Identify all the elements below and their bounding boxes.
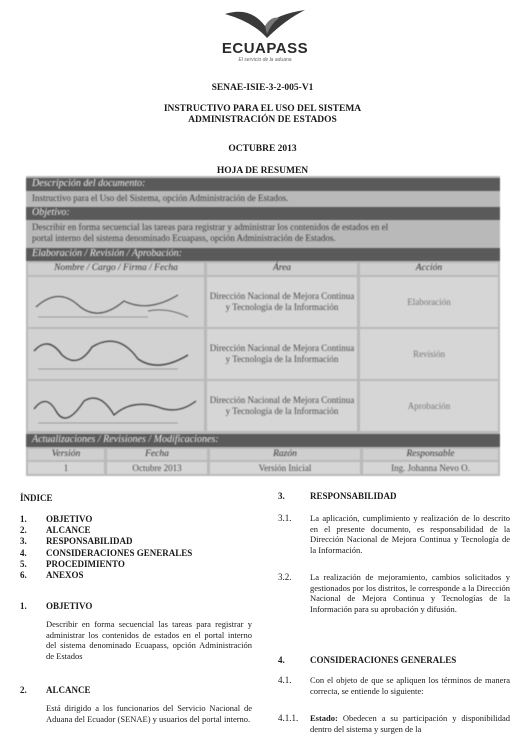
document-code: SENAE-ISIE-3-2-005-V1 bbox=[211, 83, 314, 93]
objective-text-2: portal interno del sistema denominado Ecuapass, opción Administración de Estados. bbox=[32, 233, 336, 243]
col-header-name: Nombre / Cargo / Firma / Fecha bbox=[28, 263, 204, 275]
mod-version: 1 bbox=[28, 462, 104, 474]
para-4-1-1-label: Estado: bbox=[310, 713, 338, 723]
index-title: ÍNDICE bbox=[20, 493, 53, 503]
row-2-area: Dirección Nacional de Mejora Continua y Tecnología de la Información bbox=[207, 329, 357, 379]
title-line-1: INSTRUCTIVO PARA EL USO DEL SISTEMA bbox=[163, 104, 362, 114]
signature-review bbox=[28, 329, 204, 379]
mod-header-version: Versión bbox=[28, 449, 104, 460]
col-header-area: Área bbox=[207, 263, 357, 275]
elaboration-label: Elaboración / Revisión / Aprobación: bbox=[26, 248, 500, 261]
section-2-number: 2. bbox=[20, 685, 27, 695]
signature-elaboration bbox=[28, 277, 204, 327]
objective-text-1: Describir en forma secuencial las tareas para registrar y administrar los contenidos de estados en el bbox=[32, 222, 389, 232]
mod-date: Octubre 2013 bbox=[107, 462, 207, 474]
para-4-1-1-text: Obedecen a su participación y disponibilidad dentro del sistema y surgen de la bbox=[310, 713, 511, 734]
mod-reason: Versión Inicial bbox=[210, 462, 360, 474]
section-2-text: Está dirigido a los funcionarios del Servicio Nacional de Aduana del Ecuador (SENAE) y usuarios del portal interno. bbox=[46, 703, 252, 724]
mod-header-responsible: Responsable bbox=[363, 449, 498, 460]
para-3-2-number: 3.2. bbox=[278, 572, 292, 582]
index-item: 4. CONSIDERACIONES GENERALES bbox=[20, 547, 193, 558]
desc-label: Descripción del documento: bbox=[26, 178, 500, 191]
logo-tagline: El servicio de la aduana bbox=[238, 57, 292, 63]
row-3-area: Dirección Nacional de Mejora Continua y Tecnología de la Información bbox=[207, 381, 357, 431]
row-3-action: Aprobación bbox=[360, 381, 498, 431]
mod-header-date: Fecha bbox=[107, 449, 207, 460]
para-4-1-1-number: 4.1.1. bbox=[278, 713, 299, 723]
para-3-1-number: 3.1. bbox=[278, 513, 292, 523]
signature-approval bbox=[28, 381, 204, 431]
index-item: 3. RESPONSABILIDAD bbox=[20, 536, 133, 547]
section-4-title: CONSIDERACIONES GENERALES bbox=[310, 655, 457, 665]
section-1-text: Describir en forma secuencial las tareas para registrar y administrar los contenidos de estados en el portal interno del sistema denominado Ecuapass, opción Administración de Estados bbox=[46, 619, 252, 661]
document-title bbox=[0, 104, 525, 126]
para-4-1-1 bbox=[310, 713, 510, 734]
modifications-label: Actualizaciones / Revisiones / Modificaciones: bbox=[26, 434, 500, 447]
section-2-title: ALCANCE bbox=[46, 685, 91, 695]
col-header-action: Acción bbox=[360, 263, 498, 275]
section-3-title: RESPONSABILIDAD bbox=[310, 491, 397, 501]
mod-header-reason: Razón bbox=[210, 449, 360, 460]
para-3-1-text: La aplicación, cumplimiento y realización de lo descrito en el presente documento, es responsabilidad de la Dirección Nacional de Mejora Continua y Tecnología de la Información. bbox=[310, 513, 510, 555]
section-4-number: 4. bbox=[278, 655, 285, 665]
ecuapass-logo bbox=[205, 4, 325, 66]
row-1-area: Dirección Nacional de Mejora Continua y Tecnología de la Información bbox=[207, 277, 357, 327]
summary-title: HOJA DE RESUMEN bbox=[216, 166, 309, 176]
section-1-number: 1. bbox=[20, 601, 27, 611]
para-3-2-text: La realización de mejoramiento, cambios solicitados y gestionados por los distritos, le corresponde a la Dirección Nacional de Mejora Continua y Tecnologías de la Información para su aprobación y difusión. bbox=[310, 572, 510, 614]
para-4-1-text: Con el objeto de que se apliquen los términos de manera correcta, se entiende lo siguiente: bbox=[310, 675, 510, 696]
section-3-number: 3. bbox=[278, 491, 285, 501]
summary-sheet-scan bbox=[26, 176, 500, 476]
index-item: 2. ALCANCE bbox=[20, 525, 91, 536]
index-item: 5. PROCEDIMIENTO bbox=[20, 558, 125, 569]
para-4-1-number: 4.1. bbox=[278, 675, 292, 685]
desc-text: Instructivo para el Uso del Sistema, opción Administración de Estados. bbox=[32, 193, 289, 203]
index-list bbox=[20, 514, 260, 581]
mod-responsible: Ing. Johanna Nevo O. bbox=[363, 462, 498, 474]
section-1-title: OBJETIVO bbox=[46, 601, 93, 611]
index-item: 6. ANEXOS bbox=[20, 569, 84, 580]
title-line-2: ADMINISTRACIÓN DE ESTADOS bbox=[188, 115, 337, 125]
row-1-action: Elaboración bbox=[360, 277, 498, 327]
objective-label: Objetivo: bbox=[26, 207, 500, 220]
logo-text: ECUAPASS bbox=[221, 40, 309, 57]
index-item: 1. OBJETIVO bbox=[20, 514, 93, 524]
document-date: OCTUBRE 2013 bbox=[228, 144, 297, 154]
row-2-action: Revisión bbox=[360, 329, 498, 379]
